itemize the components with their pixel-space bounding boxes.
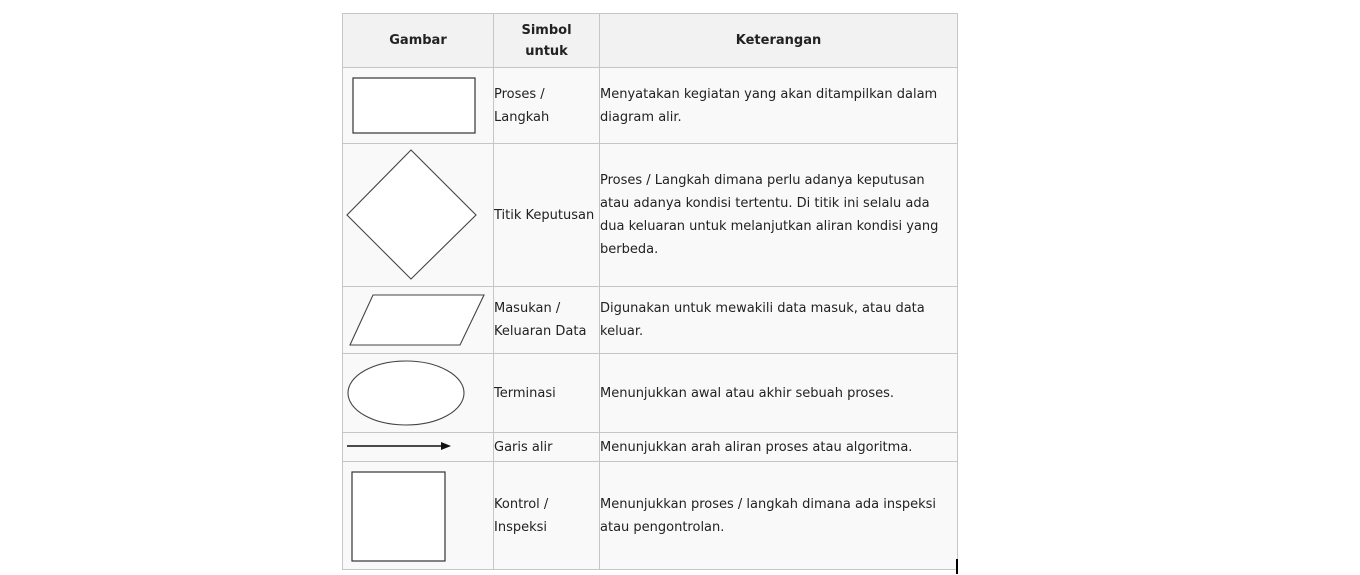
symbol-description: Digunakan untuk mewakili data masuk, atau data keluar. — [600, 287, 958, 354]
flowchart-symbols-table — [342, 13, 958, 570]
table-row — [343, 462, 958, 570]
symbol-description: Proses / Langkah dimana perlu adanya keputusan atau adanya kondisi tertentu. Di titik ini selalu ada dua keluaran untuk melanjutkan aliran kondisi yang berbeda. — [600, 144, 958, 287]
symbol-name: Titik Keputusan — [494, 144, 600, 287]
symbol-description: Menunjukkan proses / langkah dimana ada inspeksi atau pengontrolan. — [600, 462, 958, 570]
symbol-name: Masukan / Keluaran Data — [494, 287, 600, 354]
symbol-name: Garis alir — [494, 433, 600, 462]
inspection-square-icon — [343, 463, 494, 569]
header-gambar: Gambar — [343, 14, 494, 68]
shape-cell — [343, 287, 494, 354]
decision-diamond-icon — [343, 145, 494, 286]
shape-cell — [343, 462, 494, 570]
table-header-row — [343, 14, 958, 68]
symbol-name: Terminasi — [494, 354, 600, 433]
table-row — [343, 354, 958, 433]
process-rectangle-icon — [343, 69, 494, 143]
flow-arrow-icon — [343, 434, 494, 461]
shape-cell — [343, 68, 494, 144]
shape-cell — [343, 144, 494, 287]
symbol-description: Menunjukkan arah aliran proses atau algoritma. — [600, 433, 958, 462]
symbol-description: Menunjukkan awal atau akhir sebuah proses. — [600, 354, 958, 433]
table-row — [343, 433, 958, 462]
symbol-name: Kontrol / Inspeksi — [494, 462, 600, 570]
shape-cell — [343, 354, 494, 433]
header-keterangan: Keterangan — [600, 14, 958, 68]
terminator-ellipse-icon — [343, 355, 494, 432]
header-simbol: Simbol untuk — [494, 14, 600, 68]
input-output-parallelogram-icon — [343, 288, 494, 353]
symbol-description: Menyatakan kegiatan yang akan ditampilkan dalam diagram alir. — [600, 68, 958, 144]
text-cursor-mark — [956, 559, 958, 574]
shape-cell — [343, 433, 494, 462]
symbol-name: Proses / Langkah — [494, 68, 600, 144]
table-row — [343, 287, 958, 354]
table-row — [343, 68, 958, 144]
table-row — [343, 144, 958, 287]
